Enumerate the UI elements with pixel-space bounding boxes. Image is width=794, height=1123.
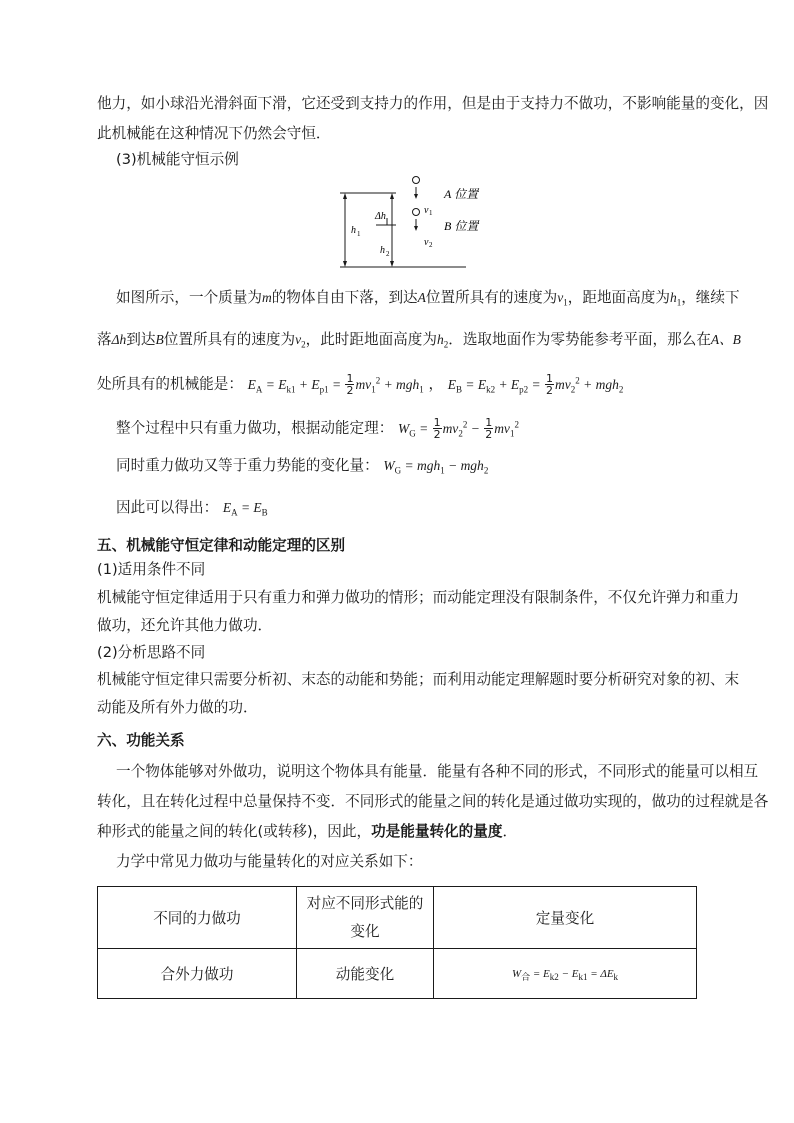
- text-line: 种形式的能量之间的转化(或转移)，因此，功是能量转化的量度．: [97, 823, 518, 840]
- text-line: 一个物体能够对外做功，说明这个物体具有能量．能量有各种不同的形式，不同形式的能量可以相互: [116, 763, 759, 780]
- section-heading: 五、机械能守恒定律和动能定理的区别: [97, 537, 346, 554]
- label-position-b: B 位置: [444, 219, 479, 233]
- label-h1: h: [351, 225, 356, 236]
- text-line: 处所具有的机械能是： $E_A = E_{k1} + E_{p1}$ = $\frac{1}{2}$ $mv_1^2 + mgh_1$ ， $E_B = E_{k2} + E_{p2}$ = $\frac{1}{2}$ $mv_2^2 + mgh_2$: [97, 372, 624, 397]
- label-delta-h: Δh: [375, 211, 386, 222]
- text-line: 他力，如小球沿光滑斜面下滑，它还受到支持力的作用，但是由于支持力不做功，不影响能量的变化，因: [97, 95, 769, 112]
- text-line: 此机械能在这种情况下仍然会守恒．: [97, 125, 331, 142]
- text-line: 机械能守恒定律适用于只有重力和弹力做功的情形；而动能定理没有限制条件，不仅允许弹力和重力: [97, 589, 740, 606]
- ball-top-icon: [413, 177, 420, 184]
- subheading: (3)机械能守恒示例: [116, 151, 239, 168]
- label-v2: v: [424, 237, 429, 248]
- text-line: 落Δh到达B位置所具有的速度为$v_2$，此时距地面高度为$h_2$．选取地面作为零势能参考平面，那么在A、B: [97, 331, 741, 350]
- label-v1: v: [424, 205, 429, 216]
- text-line: 做功，还允许其他力做功．: [97, 617, 273, 634]
- svg-text:2: 2: [386, 250, 390, 258]
- text-line: 机械能守恒定律只需要分析初、末态的动能和势能；而利用动能定理解题时要分析研究对象的初、末: [97, 671, 740, 688]
- svg-text:1: 1: [429, 209, 433, 217]
- work-energy-table: [97, 886, 697, 999]
- label-h2: h: [380, 245, 385, 256]
- table-header-cell: 对应不同形式能的 变化: [297, 887, 434, 949]
- subheading: (2)分析思路不同: [97, 644, 206, 661]
- svg-text:2: 2: [429, 241, 433, 249]
- table-row: [98, 887, 697, 949]
- table-header-cell: 定量变化: [434, 887, 697, 949]
- table-cell: 合外力做功: [98, 949, 297, 999]
- text-line: 力学中常见力做功与能量转化的对应关系如下：: [116, 853, 423, 870]
- table-cell-formula: $W_合 = E_{k2} - E_{k1} = \Delta E_k$: [434, 949, 697, 999]
- text-line: 因此可以得出： $E_A = E_B$: [116, 499, 268, 518]
- arrow-down-icon: [414, 226, 418, 231]
- text-line: 整个过程中只有重力做功，根据动能定理： $W_G$ = $\frac{1}{2}$ $mv_2^2$ − $\frac{1}{2}$ $mv_1^2$: [116, 416, 519, 441]
- subheading: (1)适用条件不同: [97, 561, 206, 578]
- text-line: 如图所示，一个质量为m的物体自由下落，到达A位置所具有的速度为$v_1$，距地面高度为$h_1$，继续下: [116, 289, 740, 308]
- svg-text:1: 1: [357, 230, 361, 238]
- text-line: 动能及所有外力做的功．: [97, 699, 258, 716]
- ball-middle-icon: [413, 209, 420, 216]
- table-cell: 动能变化: [297, 949, 434, 999]
- table-row: [98, 949, 697, 999]
- text-line: 转化，且在转化过程中总量保持不变．不同形式的能量之间的转化是通过做功实现的，做功的过程就是各: [97, 793, 769, 810]
- table-header-cell: 不同的力做功: [98, 887, 297, 949]
- text-line: 同时重力做功又等于重力势能的变化量： $W_G = mgh_1 - mgh_2$: [116, 457, 489, 476]
- free-fall-diagram: [340, 173, 479, 273]
- label-position-a: A 位置: [444, 187, 479, 201]
- section-heading: 六、功能关系: [97, 732, 185, 749]
- arrow-down-icon: [414, 194, 418, 199]
